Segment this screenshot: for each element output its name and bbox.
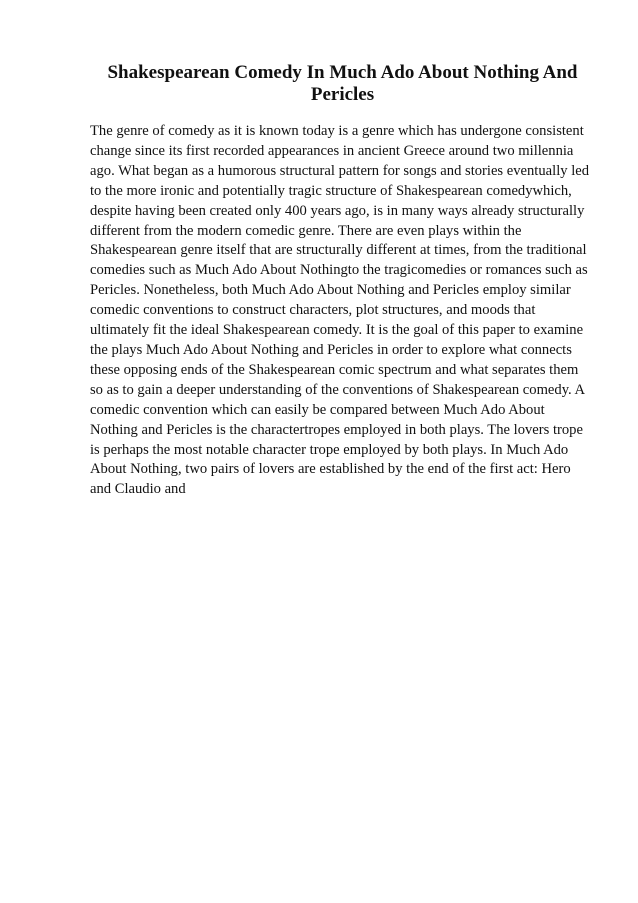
body-line: these opposing ends of the Shakespearean comic spectrum and what separates them — [90, 361, 579, 378]
body-line: Pericles. Nonetheless, both Much Ado About Nothing and Pericles employ similar — [90, 282, 571, 299]
body-line: ago. What began as a humorous structural pattern for songs and stories eventually led — [90, 162, 590, 179]
body-line: so as to gain a deeper understanding of the conventions of Shakespearean comedy. A — [90, 381, 586, 398]
document-body — [90, 122, 602, 500]
body-line: despite having been created only 400 years ago, is in many ways already structurally — [90, 202, 585, 219]
body-line: ultimately fit the ideal Shakespearean comedy. It is the goal of this paper to examine — [90, 322, 584, 339]
body-line: comedic convention which can easily be compared between Much Ado About — [90, 401, 545, 418]
body-line: comedies such as Much Ado About Nothingto the tragicomedies or romances such as — [90, 262, 588, 279]
document-title: Shakespearean Comedy In Much Ado About Nothing And Pericles — [107, 62, 578, 105]
body-line: Shakespearean genre itself that are structurally different at times, from the traditional — [90, 242, 587, 259]
body-line: to the more ironic and potentially tragic structure of Shakespearean comedywhich, — [90, 182, 572, 199]
body-line: comedic conventions to construct characters, plot structures, and moods that — [90, 302, 536, 319]
body-line: the plays Much Ado About Nothing and Pericles in order to explore what connects — [90, 341, 572, 358]
body-line: different from the modern comedic genre. There are even plays within the — [90, 222, 522, 239]
body-line: About Nothing, two pairs of lovers are established by the end of the first act: Hero — [90, 461, 571, 478]
body-line: The genre of comedy as it is known today is a genre which has undergone consistent — [90, 123, 584, 139]
body-line: is perhaps the most notable character trope employed by both plays. In Much Ado — [90, 441, 569, 458]
body-line: and Claudio and — [90, 481, 186, 498]
body-line: Nothing and Pericles is the charactertropes employed in both plays. The lovers trope — [90, 421, 583, 438]
body-line: change since its first recorded appearances in ancient Greece around two millennia — [90, 142, 574, 159]
